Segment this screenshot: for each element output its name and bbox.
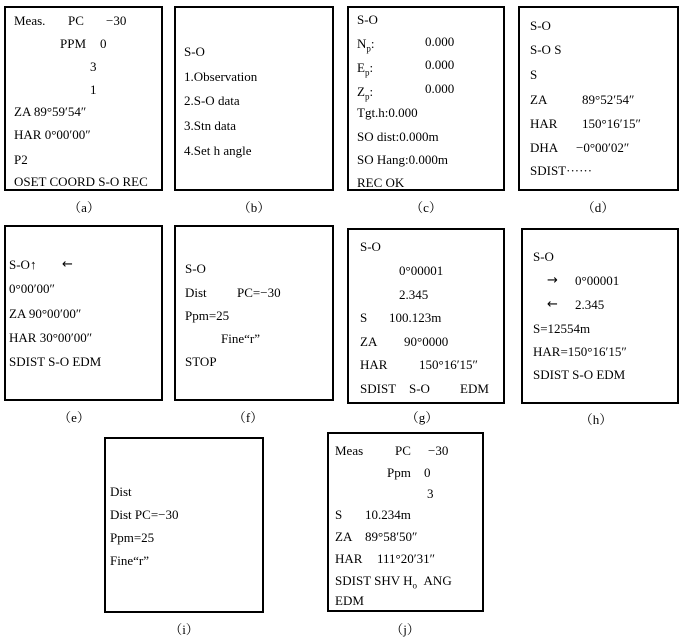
caption-g: （g） <box>405 410 439 425</box>
panel-j-line: 0 <box>424 465 431 480</box>
panel-a-line: PPM <box>60 36 87 51</box>
panel-e-line: S-O↑ <box>9 257 37 272</box>
panel-d-line: −0°00′02″ <box>576 140 630 155</box>
panel-j-line: EDM <box>335 593 364 608</box>
panel-j-line: 10.234m <box>365 507 411 522</box>
panel-a-line: HAR 0°00′00″ <box>14 127 91 142</box>
screen-panel-g <box>347 228 505 404</box>
caption-i: （i） <box>169 622 199 637</box>
screen-panel-j <box>327 432 484 612</box>
panel-a-line: P2 <box>14 152 28 167</box>
panel-d-line: HAR <box>530 116 558 131</box>
panel-d-line: S-O S <box>530 42 562 57</box>
panel-a-line: Meas. <box>14 13 46 28</box>
panel-d-line: SDIST······ <box>530 163 593 178</box>
panel-c-line: SO Hang:0.000m <box>357 152 448 167</box>
panel-g-line: ZA <box>360 334 378 349</box>
screen-panel-b <box>174 6 334 191</box>
panel-c-line: SO dist:0.000m <box>357 129 439 144</box>
panel-d-line: S-O <box>530 18 551 33</box>
panel-g-line: 2.345 <box>399 287 429 302</box>
panel-j-line: ZA <box>335 529 353 544</box>
panel-j-line: SDIST SHV $H_o$ ANG <box>335 573 452 591</box>
panel-c-line: $N_p$: <box>357 36 375 54</box>
panel-g-line: S-O <box>360 239 381 254</box>
panel-h-line: HAR=150°16′15″ <box>533 344 627 359</box>
panel-f-line: Dist <box>185 285 207 300</box>
panel-c-line: Tgt.h:0.000 <box>357 105 418 120</box>
panel-a-line: ZA 89°59′54″ <box>14 104 87 119</box>
right-arrow-icon: → <box>547 273 558 288</box>
panel-a-line: −30 <box>106 13 127 28</box>
caption-b: （b） <box>237 200 271 215</box>
left-arrow-icon: ← <box>62 257 73 272</box>
panel-g-line: 90°0000 <box>404 334 449 349</box>
panel-f-line: Fine“r” <box>221 331 260 346</box>
panel-a-line: 3 <box>90 59 97 74</box>
panel-j-line: 89°58′50″ <box>365 529 418 544</box>
panel-j-line: HAR <box>335 551 363 566</box>
caption-h: （h） <box>579 412 613 427</box>
caption-a: （a） <box>68 200 100 215</box>
screen-panel-a <box>4 6 163 191</box>
panel-c-line: 0.000 <box>425 81 455 96</box>
panel-j-line: Ppm <box>387 465 411 480</box>
caption-f: （f） <box>232 410 264 425</box>
caption-c: （c） <box>410 200 442 215</box>
panel-f-line: S-O <box>185 261 206 276</box>
panel-c-line: REC OK <box>357 175 405 190</box>
panel-a-line: 1 <box>90 82 97 97</box>
panel-j-line: PC <box>395 443 411 458</box>
panel-h-line: 2.345 <box>575 297 605 312</box>
panel-b-line: 4.Set h angle <box>184 143 252 158</box>
panel-g-line: S <box>360 310 368 325</box>
panel-a-line: PC <box>68 13 84 28</box>
panel-b-line: 3.Stn data <box>184 118 236 133</box>
screen-panel-i <box>104 437 264 613</box>
panel-g-line: EDM <box>460 381 489 396</box>
panel-g-line: HAR <box>360 357 388 372</box>
panel-b-line: 2.S-O data <box>184 93 240 108</box>
panel-d-line: ZA <box>530 92 548 107</box>
panel-g-line: 100.123m <box>389 310 442 325</box>
panel-c-line: $Z_p$: <box>357 84 374 102</box>
panel-i-line: Dist <box>110 484 132 499</box>
panel-c-line: 0.000 <box>425 34 455 49</box>
caption-e: （e） <box>58 410 90 425</box>
screen-panel-d <box>518 6 679 191</box>
screen-panel-f <box>174 225 334 401</box>
panel-a-line: OSET COORD S-O REC <box>14 174 148 189</box>
panel-b-line: S-O <box>184 44 205 59</box>
panel-g-line: S-O <box>409 381 430 396</box>
panel-h-line: S=12554m <box>533 321 591 336</box>
panel-e-line: SDIST S-O EDM <box>9 354 102 369</box>
left-arrow-icon: ← <box>547 297 558 312</box>
panel-e-line: ZA 90°00′00″ <box>9 306 82 321</box>
panel-d-line: S <box>530 67 538 82</box>
panel-h-line: 0°00001 <box>575 273 620 288</box>
caption-j: （j） <box>390 622 420 637</box>
panel-h-line: S-O <box>533 249 554 264</box>
panel-g-line: 150°16′15″ <box>419 357 478 372</box>
panel-c-line: 0.000 <box>425 57 455 72</box>
panel-g-line: 0°00001 <box>399 263 444 278</box>
panel-j-line: Meas <box>335 443 364 458</box>
panel-f-line: PC=−30 <box>237 285 281 300</box>
panel-a-line: 0 <box>100 36 107 51</box>
panel-e-line: HAR 30°00′00″ <box>9 330 93 345</box>
panel-j-line: S <box>335 507 343 522</box>
panel-g-line: SDIST <box>360 381 397 396</box>
panel-h-line: SDIST S-O EDM <box>533 367 626 382</box>
panel-j-line: −30 <box>428 443 449 458</box>
screen-panel-h <box>521 228 679 404</box>
screen-panel-e <box>4 225 163 401</box>
panel-e-line: 0°00′00″ <box>9 281 55 296</box>
panel-i-line: Fine“r” <box>110 553 149 568</box>
panel-i-line: Ppm=25 <box>110 530 155 545</box>
screen-panel-c <box>347 6 505 191</box>
panel-c-line: $E_p$: <box>357 60 374 78</box>
panel-f-line: Ppm=25 <box>185 308 230 323</box>
panel-j-line: 111°20′31″ <box>377 551 435 566</box>
panel-b-line: 1.Observation <box>184 69 258 84</box>
panel-d-line: 150°16′15″ <box>582 116 641 131</box>
panel-d-line: DHA <box>530 140 559 155</box>
panel-j-line: 3 <box>427 486 434 501</box>
panel-i-line: Dist PC=−30 <box>110 507 179 522</box>
panel-f-line: STOP <box>185 354 217 369</box>
panel-c-line: S-O <box>357 12 378 27</box>
panel-d-line: 89°52′54″ <box>582 92 635 107</box>
caption-d: （d） <box>581 200 615 215</box>
